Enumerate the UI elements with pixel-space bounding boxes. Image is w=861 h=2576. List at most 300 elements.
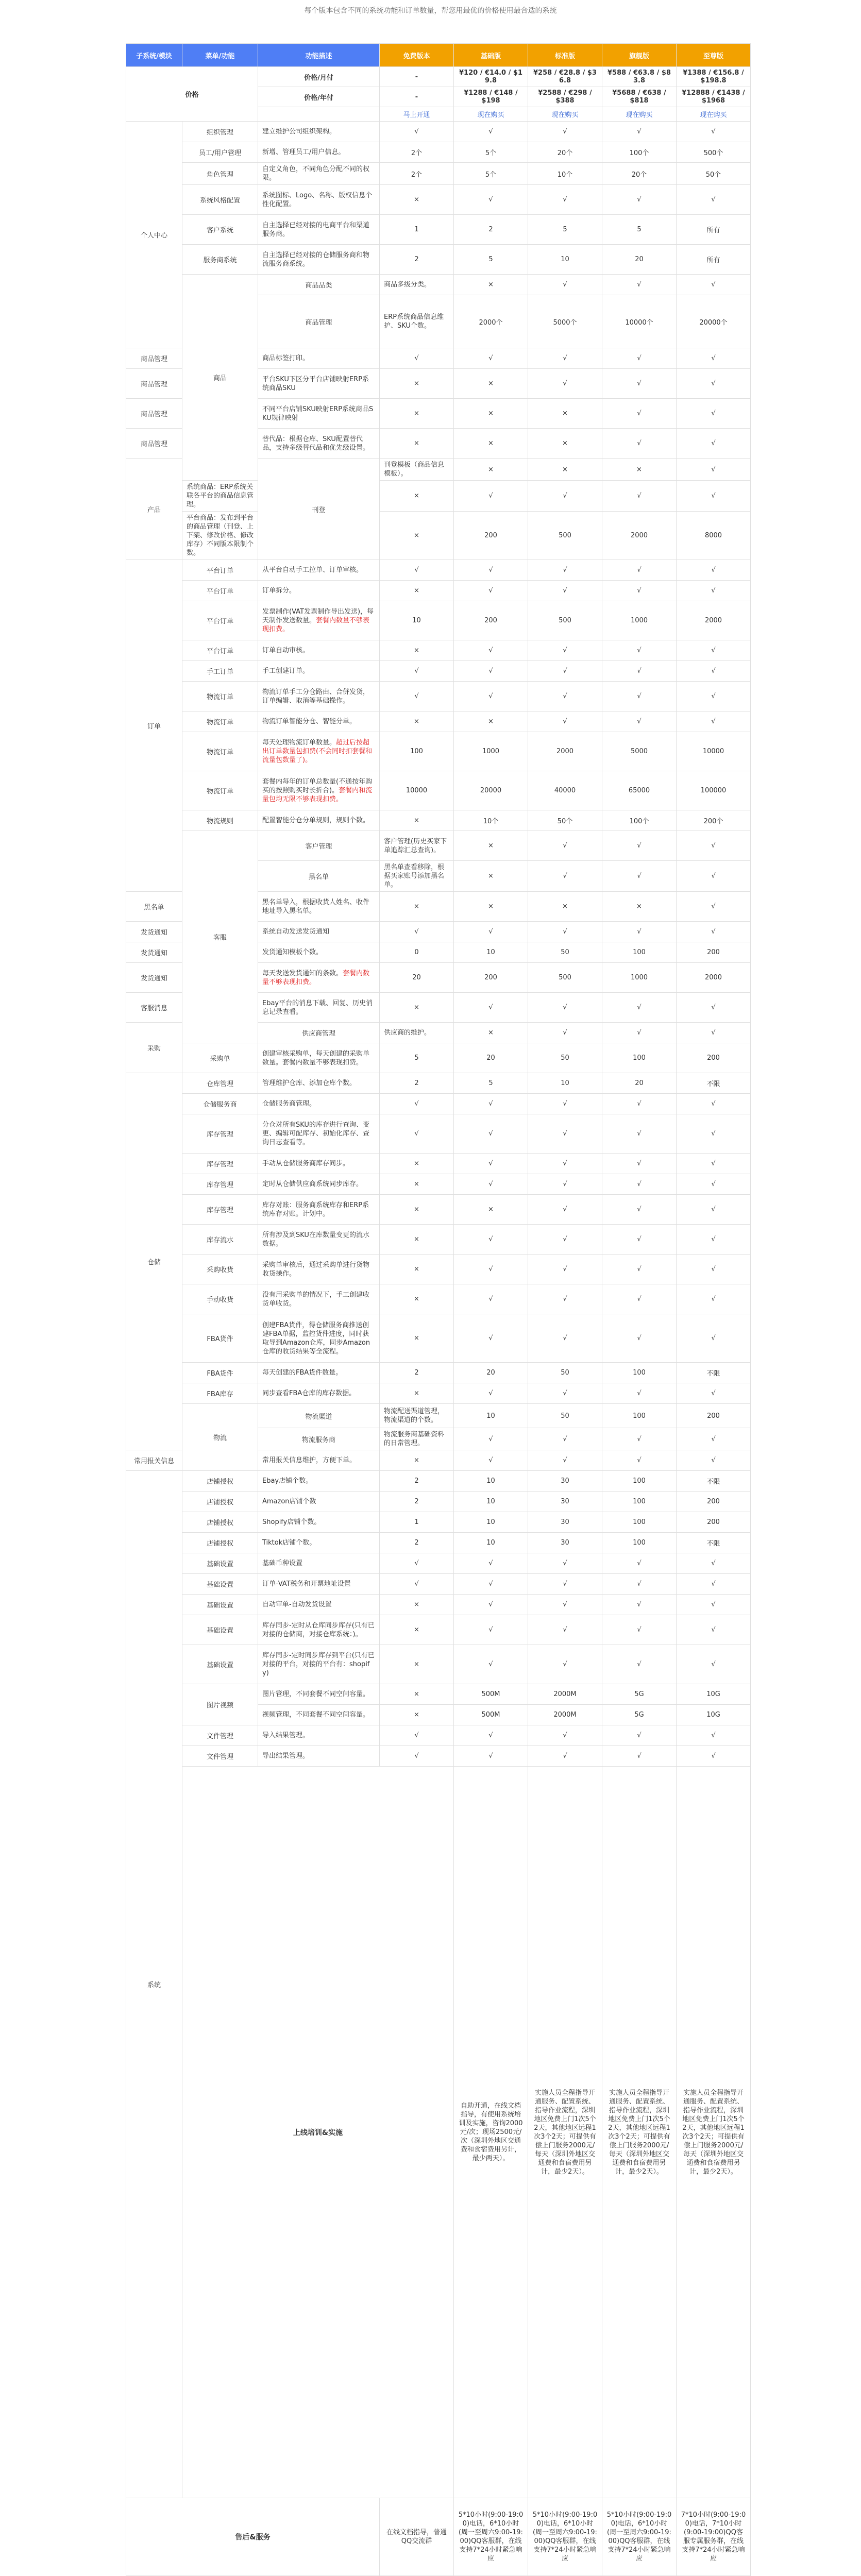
description-text: 供应商的维护。	[384, 1029, 431, 1037]
plan-value-cell: 所有	[677, 245, 751, 275]
header-flagship: 旗舰版	[602, 44, 677, 67]
plan-value-cell: ×	[528, 429, 602, 459]
buy-button[interactable]	[528, 2575, 602, 2576]
description-cell	[258, 1684, 380, 1705]
plan-value-cell: √	[677, 1154, 751, 1174]
aftersales-cell: 5*10小时(9:00-19:00)电话，6*10小时(周一至周六9:00-19:00)QQ客服群，在线支持7*24小时紧急响应	[528, 2498, 602, 2575]
table-row	[126, 1512, 751, 1533]
plan-value-cell: 30	[528, 1471, 602, 1492]
plan-value-cell: 50	[528, 1043, 602, 1073]
training-cell: 实施人员全程指导开通服务、配置系统、指导作业流程，深圳地区免费上门1次5个2天，其他地区远程1次3个2天；可提供有偿上门服务2000元/每天（深圳外地区交通费和食宿费用另计，最少2天）。	[677, 1767, 751, 2498]
description-cell	[258, 1114, 380, 1154]
buy-button[interactable]: 现在购买	[602, 107, 677, 122]
plan-value-cell: √	[528, 1225, 602, 1255]
menu-cell: FBA库存	[182, 1383, 258, 1404]
description-cell	[258, 601, 380, 640]
plan-value-cell: √	[602, 429, 677, 459]
plan-value-cell: √	[528, 1114, 602, 1154]
plan-value-cell: ×	[380, 1595, 454, 1615]
menu-cell: 采购单	[182, 1043, 258, 1073]
plan-value-cell: 100	[602, 1512, 677, 1533]
plan-value-cell: √	[602, 1615, 677, 1645]
menu-cell: 商品管理	[126, 369, 182, 399]
plan-value-cell: 200个	[677, 810, 751, 831]
header-standard: 标准版	[528, 44, 602, 67]
plan-value-cell: 10G	[677, 1705, 751, 1725]
description-text: Shopify店铺个数。	[262, 1518, 320, 1526]
plan-value-cell: 100个	[602, 142, 677, 163]
description-cell	[258, 142, 380, 163]
table-row	[126, 1363, 751, 1383]
plan-value-cell: √	[454, 661, 528, 682]
training-label: 上线培训&实施	[182, 1767, 454, 2498]
plan-value-cell: 8000	[677, 512, 751, 560]
description-cell	[380, 1023, 454, 1043]
description-cell	[258, 1512, 380, 1533]
plan-value-cell: √	[380, 348, 454, 369]
plan-value-cell: √	[454, 1154, 528, 1174]
plan-value-cell: 10	[454, 942, 528, 963]
plan-value-cell: 100	[602, 1363, 677, 1383]
plan-value-cell: √	[528, 481, 602, 512]
plan-value-cell: √	[454, 481, 528, 512]
header-basic: 基础版	[454, 44, 528, 67]
plan-value-cell: √	[602, 1428, 677, 1450]
header-description: 功能描述	[258, 44, 380, 67]
description-cell	[258, 1471, 380, 1492]
plan-value-cell: 不限	[677, 1471, 751, 1492]
plan-value-cell: √	[528, 1383, 602, 1404]
table-row	[126, 1615, 751, 1645]
plan-value-cell: 5	[454, 245, 528, 275]
description-cell	[258, 922, 380, 942]
table-row	[126, 1684, 751, 1705]
plan-value-cell: √	[677, 1225, 751, 1255]
plan-value-cell: √	[454, 1255, 528, 1284]
buy-button[interactable]: 现在购买	[677, 107, 751, 122]
description-text: 平台SKU下区分平台店铺映射ERP系统商品SKU	[262, 376, 369, 392]
description-text: 分仓对所有SKU的库存进行查询、变更、编辑可配库存、初始化库存、查询日志查看等。	[262, 1121, 369, 1146]
table-row	[126, 810, 751, 831]
menu-cell: 仓库管理	[182, 1073, 258, 1094]
plan-value-cell: ×	[380, 429, 454, 459]
menu-cell: 服务商系统	[182, 245, 258, 275]
plan-value-cell: √	[454, 122, 528, 142]
plan-value-cell: √	[677, 1746, 751, 1767]
plan-value-cell: √	[677, 711, 751, 732]
plan-value-cell: √	[677, 1255, 751, 1284]
plan-value-cell: √	[677, 682, 751, 711]
plan-value-cell: √	[380, 1725, 454, 1746]
plan-value-cell: ×	[380, 1314, 454, 1363]
menu-cell: 物流服务商	[258, 1428, 380, 1450]
plan-value-cell: √	[677, 369, 751, 399]
plan-value-cell: ×	[380, 581, 454, 601]
plan-value-cell: √	[528, 1725, 602, 1746]
description-cell	[258, 581, 380, 601]
description-cell	[182, 512, 258, 560]
menu-cell: 基础设置	[182, 1645, 258, 1684]
plan-value-cell: 10	[528, 1073, 602, 1094]
table-header-row	[126, 44, 751, 67]
plan-value-cell: 100	[602, 1404, 677, 1428]
description-text: 库存同步-定时从仓库同步库存(只有已对接的仓储商，对接仓库系统：)。	[262, 1622, 375, 1638]
description-cell	[258, 1645, 380, 1684]
category-cell: 客服	[182, 831, 258, 1043]
plan-value-cell: √	[602, 661, 677, 682]
menu-cell: 店铺授权	[182, 1512, 258, 1533]
price-monthly-label: 价格/月付	[258, 67, 380, 87]
plan-value-cell: √	[454, 682, 528, 711]
plan-value-cell: 2	[380, 1533, 454, 1553]
menu-cell: 客户管理	[258, 831, 380, 861]
table-row	[126, 1255, 751, 1284]
plan-value-cell: √	[528, 581, 602, 601]
description-cell	[258, 369, 380, 399]
plan-value-cell: √	[677, 122, 751, 142]
plan-value-cell: √	[528, 861, 602, 892]
description-cell	[258, 122, 380, 142]
menu-cell: 客户系统	[182, 215, 258, 245]
plan-value-cell: √	[677, 429, 751, 459]
plan-value-cell: √	[454, 185, 528, 215]
plan-value-cell: √	[528, 1645, 602, 1684]
plan-value-cell: √	[528, 1174, 602, 1195]
plan-value-cell: √	[677, 481, 751, 512]
plan-value-cell: 10	[454, 1471, 528, 1492]
plan-value-cell: ×	[380, 1255, 454, 1284]
menu-cell: 发货通知	[126, 922, 182, 942]
plan-value-cell: 不限	[677, 1363, 751, 1383]
menu-cell: 物流订单	[182, 711, 258, 732]
plan-value-cell: √	[677, 1428, 751, 1450]
plan-value-cell: 10000	[677, 732, 751, 771]
category-cell: 采购	[126, 1023, 182, 1073]
plan-value-cell: √	[677, 661, 751, 682]
plan-value-cell: 2000	[602, 512, 677, 560]
plan-value-cell: √	[602, 711, 677, 732]
table-row	[126, 1154, 751, 1174]
plan-value-cell: ×	[454, 399, 528, 429]
plan-value-cell: 2	[380, 245, 454, 275]
plan-value-cell: √	[602, 185, 677, 215]
plan-value-cell: √	[602, 348, 677, 369]
table-row	[126, 640, 751, 661]
description-cell	[258, 1363, 380, 1383]
plan-value-cell: 100	[602, 942, 677, 963]
plan-value-cell: √	[528, 1574, 602, 1595]
menu-cell: 物流渠道	[258, 1404, 380, 1428]
buy-button[interactable]: 现在购买	[454, 107, 528, 122]
plan-value-cell: 200	[677, 1404, 751, 1428]
table-row	[126, 512, 751, 560]
plan-value-cell: ×	[454, 1195, 528, 1225]
table-row	[126, 1094, 751, 1114]
category-cell: 物流	[182, 1404, 258, 1471]
menu-cell: 店铺授权	[182, 1471, 258, 1492]
table-row	[126, 142, 751, 163]
price-yearly-value: ¥5688 / €638 / $818	[602, 87, 677, 107]
description-text: 黑名单查看移除，根据买家账号添加黑名单。	[384, 863, 444, 889]
table-row	[126, 831, 751, 861]
page-subtitle: 每个版本包含不同的系统功能和订单数量，帮您用最优的价格使用最合适的系统	[0, 0, 861, 23]
price-monthly-value: ¥588 / €63.8 / $83.8	[602, 67, 677, 87]
plan-value-cell: √	[677, 640, 751, 661]
plan-value-cell: √	[528, 1023, 602, 1043]
plan-value-cell: 20	[454, 1363, 528, 1383]
description-text: 商品标签打印。	[262, 354, 309, 362]
plan-value-cell: 500M	[454, 1684, 528, 1705]
description-cell	[258, 1725, 380, 1746]
plan-value-cell: √	[602, 1746, 677, 1767]
description-text: Ebay平台的消息下载、回复、历史消息记录查看。	[262, 999, 373, 1016]
table-row	[126, 215, 751, 245]
menu-cell: 平台订单	[182, 640, 258, 661]
plan-value-cell: √	[677, 1615, 751, 1645]
plan-value-cell: ×	[380, 1450, 454, 1471]
plan-value-cell: √	[602, 682, 677, 711]
plan-value-cell: 5个	[454, 163, 528, 185]
plan-value-cell: √	[677, 1114, 751, 1154]
plan-value-cell: ×	[380, 892, 454, 922]
table-row	[126, 1645, 751, 1684]
plan-value-cell: ×	[380, 810, 454, 831]
table-row	[126, 1314, 751, 1363]
description-cell	[258, 1094, 380, 1114]
plan-value-cell: 5	[602, 215, 677, 245]
plan-value-cell: ×	[380, 481, 454, 512]
plan-value-cell: ×	[380, 1645, 454, 1684]
plan-value-cell: √	[528, 1314, 602, 1363]
plan-value-cell: √	[677, 1725, 751, 1746]
menu-cell: 店铺授权	[182, 1533, 258, 1553]
plan-value-cell: √	[454, 1746, 528, 1767]
plan-value-cell: ×	[380, 369, 454, 399]
description-cell	[258, 640, 380, 661]
warning-text: 套餐内和流量包均无限不够表现扣费。	[262, 787, 372, 803]
plan-value-cell: 500	[528, 512, 602, 560]
description-text: 刊登模板（商品信息模板）。	[384, 461, 444, 478]
description-text: 订单拆分。	[262, 587, 296, 595]
table-row	[126, 661, 751, 682]
description-cell	[380, 459, 454, 481]
plan-value-cell: 5G	[602, 1705, 677, 1725]
plan-value-cell: 100	[380, 732, 454, 771]
menu-cell: 黑名单	[126, 892, 182, 922]
plan-value-cell: √	[602, 993, 677, 1023]
warning-text: 套餐内数量不够表现扣费。	[262, 970, 369, 986]
plan-value-cell: 100个	[602, 810, 677, 831]
plan-value-cell: 200	[677, 942, 751, 963]
plan-value-cell: 2	[380, 1492, 454, 1512]
plan-value-cell: √	[602, 1154, 677, 1174]
plan-value-cell: 2000	[677, 963, 751, 993]
price-monthly-value: ¥1388 / €156.8 / $198.8	[677, 67, 751, 87]
plan-value-cell: √	[454, 993, 528, 1023]
plan-value-cell: 10个	[528, 163, 602, 185]
plan-value-cell: √	[602, 1195, 677, 1225]
plan-value-cell: 5个	[454, 142, 528, 163]
plan-value-cell: √	[454, 1114, 528, 1154]
menu-cell: 常用报关信息	[126, 1450, 182, 1471]
plan-value-cell: √	[602, 1255, 677, 1284]
plan-value-cell: √	[454, 1645, 528, 1684]
plan-value-cell: √	[528, 1746, 602, 1767]
menu-cell: 商品管理	[126, 429, 182, 459]
aftersales-cell: 5*10小时(9:00-19:00)电话，6*10小时(周一至周六9:00-19:00)QQ客服群，在线支持7*24小时紧急响应	[602, 2498, 677, 2575]
description-text: 物流订单手工分仓路由、合併发货，订单编辑、取消等基础操作。	[262, 688, 369, 705]
description-text: Tiktok店铺个数。	[262, 1539, 316, 1547]
description-cell	[380, 1404, 454, 1428]
menu-cell: 库存管理	[182, 1114, 258, 1154]
buy-button[interactable]	[602, 2575, 677, 2576]
description-cell	[258, 771, 380, 810]
plan-value-cell: 200	[677, 1043, 751, 1073]
description-text: 订单-VAT税务和开票地址设置	[262, 1580, 351, 1588]
plan-value-cell: 0	[380, 942, 454, 963]
plan-value-cell: √	[602, 481, 677, 512]
price-yearly-value: ¥2588 / €298 / $388	[528, 87, 602, 107]
plan-value-cell: 50	[528, 942, 602, 963]
menu-cell: 库存管理	[182, 1195, 258, 1225]
description-text: 没有用采购单的情况下，手工创建收货单收货。	[262, 1291, 369, 1308]
description-cell	[258, 429, 380, 459]
plan-value-cell: √	[454, 581, 528, 601]
actions-spacer	[126, 2575, 380, 2576]
description-text: 常用报关信息维护，方便下单。	[262, 1456, 356, 1464]
description-text: 库存对账：服务商系统库存和ERP系统库存对账。计划中。	[262, 1201, 369, 1218]
plan-value-cell: √	[677, 399, 751, 429]
plan-value-cell: √	[454, 1314, 528, 1363]
description-cell	[380, 275, 454, 295]
plan-value-cell: 500M	[454, 1705, 528, 1725]
description-cell	[258, 1154, 380, 1174]
plan-value-cell: ×	[454, 429, 528, 459]
plan-value-cell: √	[602, 1383, 677, 1404]
plan-value-cell: 1000	[454, 732, 528, 771]
plan-value-cell: √	[454, 1574, 528, 1595]
menu-cell: 手动收货	[182, 1284, 258, 1314]
buy-button[interactable]	[454, 2575, 528, 2576]
plan-value-cell: √	[380, 922, 454, 942]
description-cell	[258, 1314, 380, 1363]
plan-value-cell: 30	[528, 1512, 602, 1533]
table-row	[126, 732, 751, 771]
plan-value-cell: 50个	[677, 163, 751, 185]
plan-value-cell: 20000个	[677, 295, 751, 348]
warning-text: 超过后按超出订单数量包扣费(不会同时扣套餐和流量包数量了)。	[262, 739, 372, 764]
plan-value-cell: 40000	[528, 771, 602, 810]
plan-value-cell: √	[677, 560, 751, 581]
table-row	[126, 245, 751, 275]
buy-button[interactable]	[380, 2575, 454, 2576]
table-row	[126, 1174, 751, 1195]
description-cell	[258, 1533, 380, 1553]
price-yearly-value: ¥12888 / €1438 / $1968	[677, 87, 751, 107]
plan-value-cell: 100	[602, 1043, 677, 1073]
plan-value-cell: √	[454, 1595, 528, 1615]
aftersales-cell: 7*10小时(9:00-19:00)电话，7*10小时(9:00-19:00)QQ客服专属服务群，在线支持7*24小时紧急响应	[677, 2498, 751, 2575]
plan-value-cell: 2	[380, 1471, 454, 1492]
table-row	[126, 275, 751, 295]
menu-cell: 物流规则	[182, 810, 258, 831]
plan-value-cell: 2000	[528, 732, 602, 771]
description-text: 发票制作(VAT发票制作导出发送)，每天制作发送数量。	[262, 608, 374, 624]
plan-value-cell: √	[602, 581, 677, 601]
plan-value-cell: 200	[454, 963, 528, 993]
buy-button[interactable]: 现在购买	[528, 107, 602, 122]
plan-value-cell: √	[528, 1094, 602, 1114]
menu-cell: 库存管理	[182, 1174, 258, 1195]
plan-value-cell: √	[602, 1553, 677, 1574]
plan-value-cell: √	[602, 1645, 677, 1684]
plan-value-cell: 5	[454, 1073, 528, 1094]
aftersales-cell: 在线文档指导，普通QQ交流群	[380, 2498, 454, 2575]
plan-value-cell: 65000	[602, 771, 677, 810]
description-cell	[258, 1705, 380, 1725]
description-cell	[258, 732, 380, 771]
description-cell	[258, 711, 380, 732]
buy-button[interactable]: 马上开通	[380, 107, 454, 122]
plan-value-cell: ×	[380, 1684, 454, 1705]
description-cell	[258, 1450, 380, 1471]
plan-value-cell: √	[380, 1094, 454, 1114]
plan-value-cell: √	[677, 1023, 751, 1043]
buy-button[interactable]	[677, 2575, 751, 2576]
plan-value-cell: √	[380, 1114, 454, 1154]
plan-value-cell: ×	[454, 459, 528, 481]
plan-value-cell: ×	[454, 711, 528, 732]
menu-cell: 图片视频	[182, 1684, 258, 1725]
description-cell	[380, 831, 454, 861]
plan-value-cell: √	[602, 275, 677, 295]
menu-cell: 商品管理	[126, 348, 182, 369]
plan-value-cell: ×	[454, 369, 528, 399]
plan-value-cell: √	[454, 1450, 528, 1471]
training-cell: 自助开通，在线文档指导，有使用系统培训及实施，咨询2000元/次；现场2500元/次（深圳外地区交通费和食宿费用另计，最少两天）。	[454, 1767, 528, 2498]
table-row	[126, 1746, 751, 1767]
table-row	[126, 581, 751, 601]
plan-value-cell: 2000M	[528, 1684, 602, 1705]
description-text: 配置智能分仓分单规则，规则个数。	[262, 817, 369, 824]
menu-cell: 基础设置	[182, 1595, 258, 1615]
plan-value-cell: 100	[602, 1533, 677, 1553]
plan-value-cell: 2	[380, 1363, 454, 1383]
plan-value-cell: 500	[528, 601, 602, 640]
description-cell	[258, 963, 380, 993]
description-text: Ebay店铺个数。	[262, 1477, 312, 1485]
plan-value-cell: 不限	[677, 1073, 751, 1094]
plan-value-cell: 20	[602, 245, 677, 275]
plan-value-cell: √	[528, 560, 602, 581]
plan-value-cell: 1	[380, 215, 454, 245]
description-text: 黑名单导入，根据收货人姓名、收件地址导入黑名单。	[262, 899, 369, 915]
table-row	[126, 1404, 751, 1428]
description-text: 新增、管理员工/用户信息。	[262, 148, 345, 156]
table-row	[126, 1492, 751, 1512]
plan-value-cell: 100	[602, 1492, 677, 1512]
plan-value-cell: √	[454, 560, 528, 581]
table-row	[126, 1725, 751, 1746]
plan-value-cell: ×	[380, 1225, 454, 1255]
plan-value-cell: 10000	[380, 771, 454, 810]
plan-value-cell: √	[677, 1595, 751, 1615]
aftersales-label: 售后&服务	[126, 2498, 380, 2575]
plan-value-cell: 200	[677, 1512, 751, 1533]
description-cell	[258, 1255, 380, 1284]
description-text: 自动审单-自动发货设置	[262, 1601, 332, 1608]
plan-value-cell: 2000	[677, 601, 751, 640]
